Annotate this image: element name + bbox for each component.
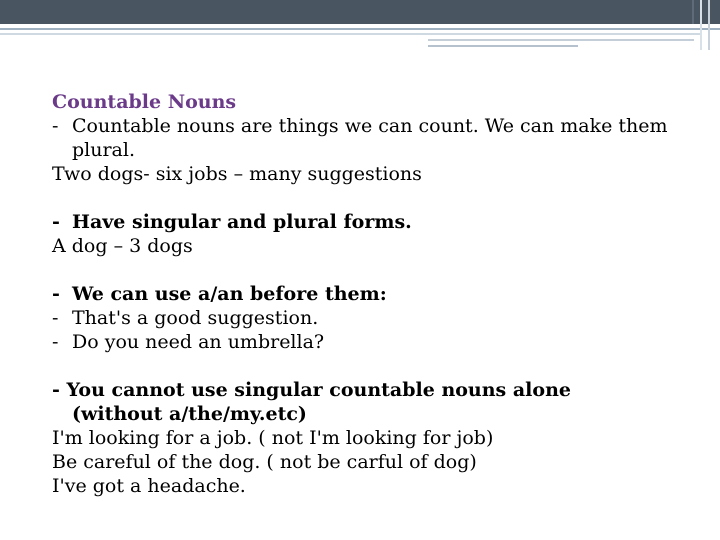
header-rule-short xyxy=(428,39,694,41)
text-line xyxy=(52,234,692,258)
side-stripe xyxy=(708,0,710,50)
text-line xyxy=(52,162,692,186)
line-text: (without a/the/my.etc) xyxy=(72,403,307,425)
slide-body xyxy=(52,90,692,498)
header-rule-light xyxy=(0,33,700,35)
header-rule-short xyxy=(428,45,578,47)
line-text: That's a good suggestion. xyxy=(72,307,319,329)
line-text: - You cannot use singular countable nouns alone xyxy=(52,379,571,401)
bullet-dash: - xyxy=(52,115,59,137)
text-line xyxy=(52,402,692,426)
line-text: A dog – 3 dogs xyxy=(52,235,193,257)
slide-title: Countable Nouns xyxy=(52,91,237,113)
text-line xyxy=(52,282,692,306)
header-rule xyxy=(0,28,720,30)
line-text: Do you need an umbrella? xyxy=(72,331,325,353)
line-text: Countable nouns are things we can count. We can make them xyxy=(72,115,668,137)
spacer xyxy=(52,186,692,210)
text-line xyxy=(52,474,692,498)
bullet-dash: - xyxy=(52,283,60,305)
spacer xyxy=(52,258,692,282)
line-text: I've got a headache. xyxy=(52,475,246,497)
text-line xyxy=(52,426,692,450)
text-line xyxy=(52,378,692,402)
text-line xyxy=(52,450,692,474)
banner-tick xyxy=(692,0,694,24)
bullet-dash: - xyxy=(52,307,59,329)
slide-lines xyxy=(52,114,692,498)
spacer xyxy=(52,354,692,378)
text-line xyxy=(52,306,692,330)
text-line xyxy=(52,138,692,162)
bullet-dash: - xyxy=(52,331,59,353)
text-line xyxy=(52,114,692,138)
line-text: Be careful of the dog. ( not be carful of dog) xyxy=(52,451,477,473)
line-text: We can use a/an before them: xyxy=(72,283,387,305)
top-banner xyxy=(0,0,720,24)
line-text: Two dogs- six jobs – many suggestions xyxy=(52,163,422,185)
text-line xyxy=(52,210,692,234)
bullet-dash: - xyxy=(52,211,60,233)
side-stripe xyxy=(700,0,702,50)
line-text: plural. xyxy=(72,139,136,161)
line-text: Have singular and plural forms. xyxy=(72,211,412,233)
line-text: I'm looking for a job. ( not I'm looking for job) xyxy=(52,427,494,449)
text-line xyxy=(52,330,692,354)
